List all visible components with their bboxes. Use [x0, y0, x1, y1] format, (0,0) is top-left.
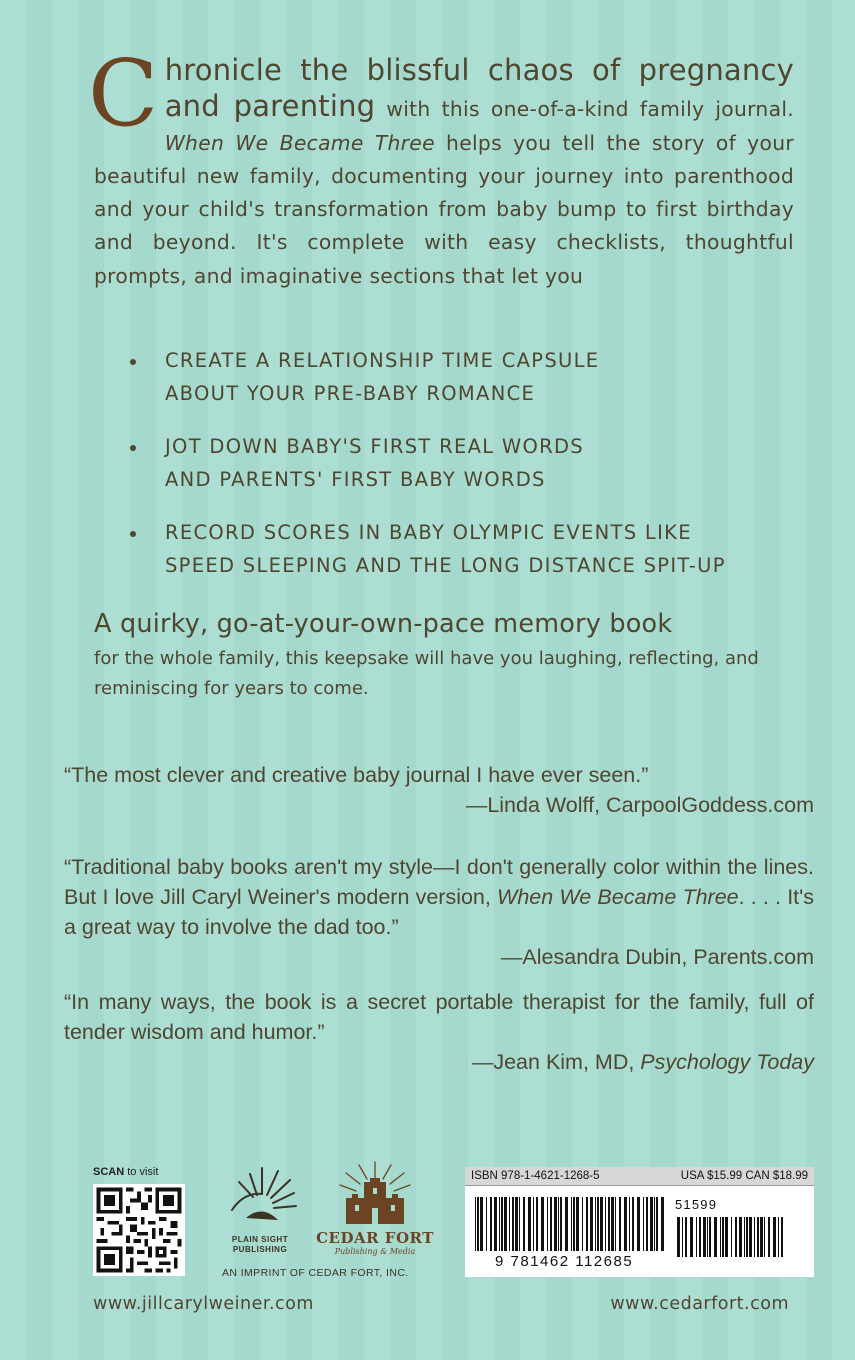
- quote-text: [64, 852, 814, 942]
- cedar-fort-logo: [312, 1160, 438, 1256]
- attribution-publication: Psychology Today: [640, 1050, 814, 1074]
- qr-code-icon[interactable]: [93, 1184, 185, 1276]
- qr-block: [93, 1166, 185, 1281]
- feature-item: [130, 344, 810, 410]
- blurb-quote: [64, 987, 814, 1077]
- cedar-fort-subtitle: Publishing & Media: [334, 1247, 416, 1256]
- plain-sight-logo: [222, 1160, 298, 1255]
- feature-item: [130, 430, 810, 496]
- cedar-fort-name: CEDAR FORT: [316, 1229, 434, 1247]
- feature-line: RECORD SCORES IN BABY OLYMPIC EVENTS LIKE: [165, 521, 692, 544]
- scan-label: SCAN to visit: [93, 1166, 159, 1178]
- feature-line: SPEED SLEEPING AND THE LONG DISTANCE SPIT-UP: [165, 554, 726, 577]
- quote-text: “The most clever and creative baby journal I have ever seen.”: [64, 763, 649, 787]
- barcode-digits: 9 781462 112685: [495, 1253, 634, 1270]
- sunburst-icon: [222, 1160, 298, 1230]
- quote-text-a: “Traditional baby books aren't my style—I don't generally color within the lines. But I love Jill Caryl Weiner's modern version,: [64, 855, 814, 909]
- blurb-quote: [64, 760, 814, 820]
- feature-line: ABOUT YOUR PRE-BABY ROMANCE: [165, 382, 536, 405]
- bullet-dot-icon: [130, 445, 136, 451]
- intro-lead: hronicle the blissful chaos of pregnancy and parenting: [164, 53, 794, 124]
- price-addon-digits: 51599: [675, 1197, 718, 1212]
- quote-text-b: . . . . It's a great way to involve the dad too.”: [64, 885, 814, 939]
- intro-text-a: with this one-of-a-kind family journal.: [375, 97, 795, 122]
- feature-line: AND PARENTS' FIRST BABY WORDS: [165, 468, 546, 491]
- quote-attribution: —Alesandra Dubin, Parents.com: [500, 945, 814, 969]
- imprint-text: AN IMPRINT OF CEDAR FORT, INC.: [222, 1267, 409, 1279]
- drop-cap: C: [88, 40, 159, 147]
- quote-book-title: When We Became Three: [497, 885, 739, 909]
- author-website[interactable]: www.jillcarylweiner.com: [93, 1294, 314, 1314]
- isbn-barcode-icon: [475, 1197, 665, 1261]
- quote-attribution: [64, 1047, 814, 1077]
- fort-icon: [312, 1160, 438, 1224]
- blurb-quote: [64, 852, 814, 972]
- bullet-dot-icon: [130, 359, 136, 365]
- feature-line: CREATE A RELATIONSHIP TIME CAPSULE: [165, 349, 600, 372]
- bullet-dot-icon: [130, 531, 136, 537]
- attribution-name: —Jean Kim, MD,: [471, 1050, 641, 1074]
- summary-text: for the whole family, this keepsake will have you laughing, reflecting, and reminiscing for years to come.: [94, 648, 759, 699]
- plain-sight-name-2: PUBLISHING: [232, 1245, 288, 1254]
- summary-lead: A quirky, go-at-your-own-pace memory book: [94, 609, 673, 639]
- feature-line: JOT DOWN BABY'S FIRST REAL WORDS: [165, 435, 584, 458]
- quote-attribution: —Linda Wolff, CarpoolGoddess.com: [465, 793, 814, 817]
- feature-list: [130, 344, 810, 602]
- plain-sight-name-1: PLAIN SIGHT: [231, 1235, 289, 1244]
- quote-text: “In many ways, the book is a secret portable therapist for the family, full of tender wisdom and humor.”: [64, 990, 814, 1044]
- barcode-block: [465, 1167, 814, 1277]
- intro-paragraph: [88, 40, 795, 293]
- isbn-row: [465, 1167, 814, 1186]
- price-barcode-icon: [677, 1217, 787, 1261]
- summary-paragraph: [94, 604, 794, 704]
- price-text: USA $15.99 CAN $18.99: [680, 1170, 808, 1182]
- intro-book-title: When We Became Three: [164, 130, 435, 155]
- feature-item: [130, 516, 810, 582]
- isbn-text: ISBN 978-1-4621-1268-5: [471, 1170, 600, 1182]
- intro-text-b: helps you tell the story of your beautiful new family, documenting your journey into parenthood and your child's transformation from baby bump to first birthday and beyond. It's complete with easy checklists, thoughtful prompts, and imaginative sections that let you: [94, 130, 794, 288]
- publisher-website[interactable]: www.cedarfort.com: [610, 1294, 789, 1314]
